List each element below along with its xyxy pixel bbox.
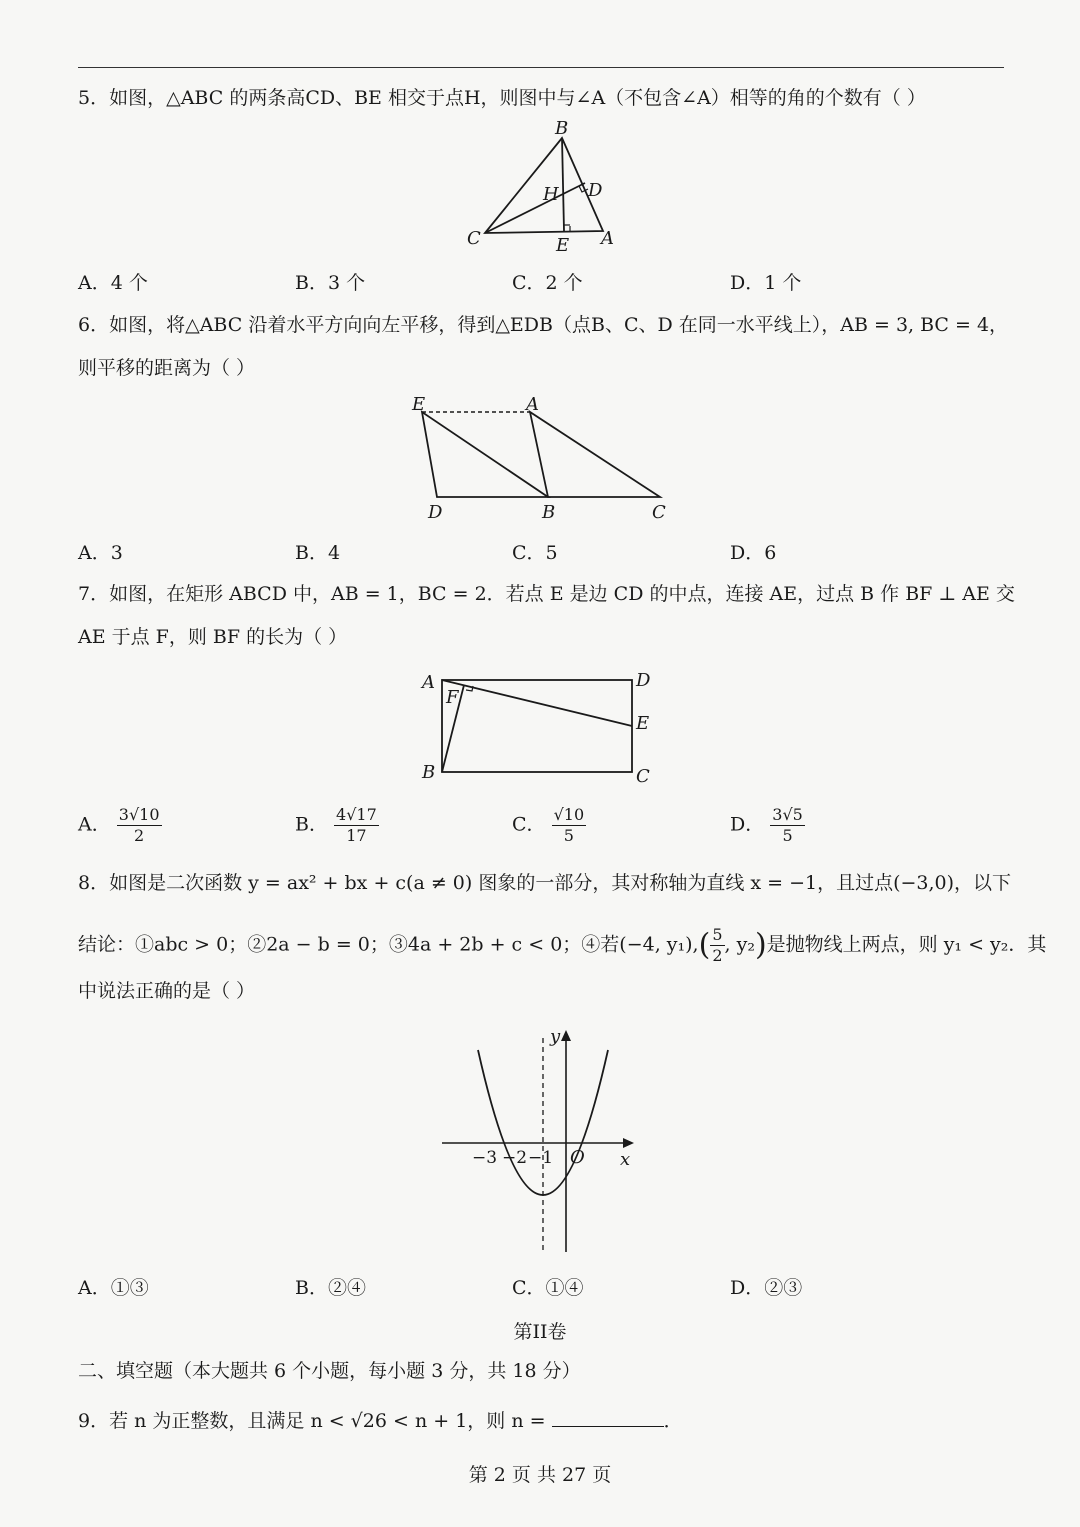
label-x-axis: x xyxy=(620,1149,631,1170)
label-e: E xyxy=(556,235,570,256)
q8-option-a[interactable]: A．①③ xyxy=(78,1277,149,1299)
q6-option-b[interactable]: B．4 xyxy=(295,542,341,564)
section-2-heading: 二、填空题（本大题共 6 个小题，每小题 3 分，共 18 分） xyxy=(78,1360,581,1382)
q8-option-b[interactable]: B．②④ xyxy=(295,1277,366,1299)
q7-option-d-fraction: $\frac{3√5}{5}$ xyxy=(772,805,803,845)
label-h: H xyxy=(543,184,559,205)
q5-option-c[interactable]: C．2 个 xyxy=(512,272,583,294)
top-rule xyxy=(78,67,1004,68)
question-8-line2: 结论：①abc > 0；②2a − b = 0；③4a + 2b + c < 0；④若(−4, y₁),( $\frac{5}{2}$ , y₂)是抛物线上两点，则 y₁ < y₂．其 xyxy=(78,925,1047,965)
triangle-edb xyxy=(422,412,548,497)
question-9: 9．若 n 为正整数，且满足 n < √26 < n + 1，则 n = ． xyxy=(78,1410,683,1432)
question-8-parabola-figure xyxy=(430,1020,650,1260)
question-8-line3: 中说法正确的是（ ） xyxy=(78,980,256,1002)
label-a-q6: A xyxy=(526,394,539,415)
label-e-q7: E xyxy=(636,713,650,734)
label-a-q7: A xyxy=(422,672,435,693)
q5-option-a[interactable]: A．4 个 xyxy=(78,272,148,294)
label-b: B xyxy=(555,118,569,139)
q7-option-b-fraction: $\frac{4√17}{17}$ xyxy=(336,805,377,845)
altitude-be xyxy=(562,138,564,231)
segment-ae xyxy=(442,680,632,726)
x-axis-arrow xyxy=(623,1138,634,1148)
label-c: C xyxy=(467,228,481,249)
q8-fraction-five-halves: $\frac{5}{2}$ xyxy=(712,925,723,965)
label-a: A xyxy=(601,228,614,249)
q8-line2-part-b: , y₂ xyxy=(724,933,755,956)
q7-option-c-letter: C． xyxy=(512,813,546,836)
q7-option-b[interactable] xyxy=(295,805,379,846)
q6-option-a[interactable]: A．3 xyxy=(78,542,123,564)
q5-option-d[interactable]: D．1 个 xyxy=(730,272,802,294)
question-5-text: 5．如图，△ABC 的两条高CD、BE 相交于点H，则图中与∠A（不包含∠A）相等的角的个数有（ ） xyxy=(78,87,926,109)
q7-option-d[interactable] xyxy=(730,805,805,846)
tick-label-minus-3: −3 xyxy=(472,1148,498,1168)
q5-option-b[interactable]: B．3 个 xyxy=(295,272,366,294)
question-7-line2: AE 于点 F，则 BF 的长为（ ） xyxy=(78,626,348,648)
q8-line2-part-c: 是抛物线上两点，则 y₁ < y₂．其 xyxy=(766,933,1047,956)
label-f: F xyxy=(446,687,459,708)
q8-option-d[interactable]: D．②③ xyxy=(730,1277,803,1299)
question-6-translation-figure xyxy=(400,390,690,525)
q8-option-c[interactable]: C．①④ xyxy=(512,1277,584,1299)
question-6-line2: 则平移的距离为（ ） xyxy=(78,357,256,379)
page-footer: 第 2 页 共 27 页 xyxy=(468,1464,612,1486)
question-5-triangle-figure xyxy=(455,118,630,258)
tick-label-minus-2: −2 xyxy=(502,1148,528,1168)
question-7-line1: 7．如图，在矩形 ABCD 中，AB = 1，BC = 2．若点 E 是边 CD 的中点，连接 AE，过点 B 作 BF ⊥ AE 交 xyxy=(78,583,1015,605)
triangle-abc-q6 xyxy=(530,412,660,497)
label-y-axis: y xyxy=(550,1026,561,1047)
question-7-rectangle-figure xyxy=(410,665,670,790)
q7-option-a-fraction: $\frac{3√10}{2}$ xyxy=(118,805,160,845)
q7-option-d-letter: D． xyxy=(730,813,765,836)
question-6-line1: 6．如图，将△ABC 沿着水平方向向左平移，得到△EDB（点B、C、D 在同一水平线上），AB = 3, BC = 4， xyxy=(78,314,1009,336)
q6-option-d[interactable]: D．6 xyxy=(730,542,777,564)
q7-option-a-letter: A． xyxy=(78,813,111,836)
y-axis-arrow xyxy=(561,1030,571,1041)
label-e-q6: E xyxy=(412,394,426,415)
label-origin: O xyxy=(570,1147,585,1168)
tick-label-minus-1: −1 xyxy=(528,1148,554,1168)
q7-option-a[interactable] xyxy=(78,805,162,846)
label-d-q6: D xyxy=(428,502,443,523)
label-b-q7: B xyxy=(422,762,436,783)
rectangle-abcd xyxy=(442,680,632,772)
q7-option-c-fraction: $\frac{√10}{5}$ xyxy=(553,805,585,845)
q8-line2-part-a: 结论：①abc > 0；②2a − b = 0；③4a + 2b + c < 0；④若(−4, y₁), xyxy=(78,933,699,956)
section-title: 第II卷 xyxy=(513,1321,567,1343)
label-b-q6: B xyxy=(542,502,556,523)
q7-option-c[interactable] xyxy=(512,805,586,846)
q6-option-c[interactable]: C．5 xyxy=(512,542,558,564)
label-d-q7: D xyxy=(636,670,651,691)
label-d: D xyxy=(588,180,603,201)
question-8-line1: 8．如图是二次函数 y = ax² + bx + c(a ≠ 0) 图象的一部分，其对称轴为直线 x = −1，且过点(−3,0)，以下 xyxy=(78,872,1012,894)
answer-blank-q9[interactable] xyxy=(552,1408,664,1427)
label-c-q6: C xyxy=(652,502,666,523)
q9-text: 9．若 n 为正整数，且满足 n < √26 < n + 1，则 n = xyxy=(78,1410,546,1432)
q7-option-b-letter: B． xyxy=(295,813,328,836)
label-c-q7: C xyxy=(636,766,650,787)
